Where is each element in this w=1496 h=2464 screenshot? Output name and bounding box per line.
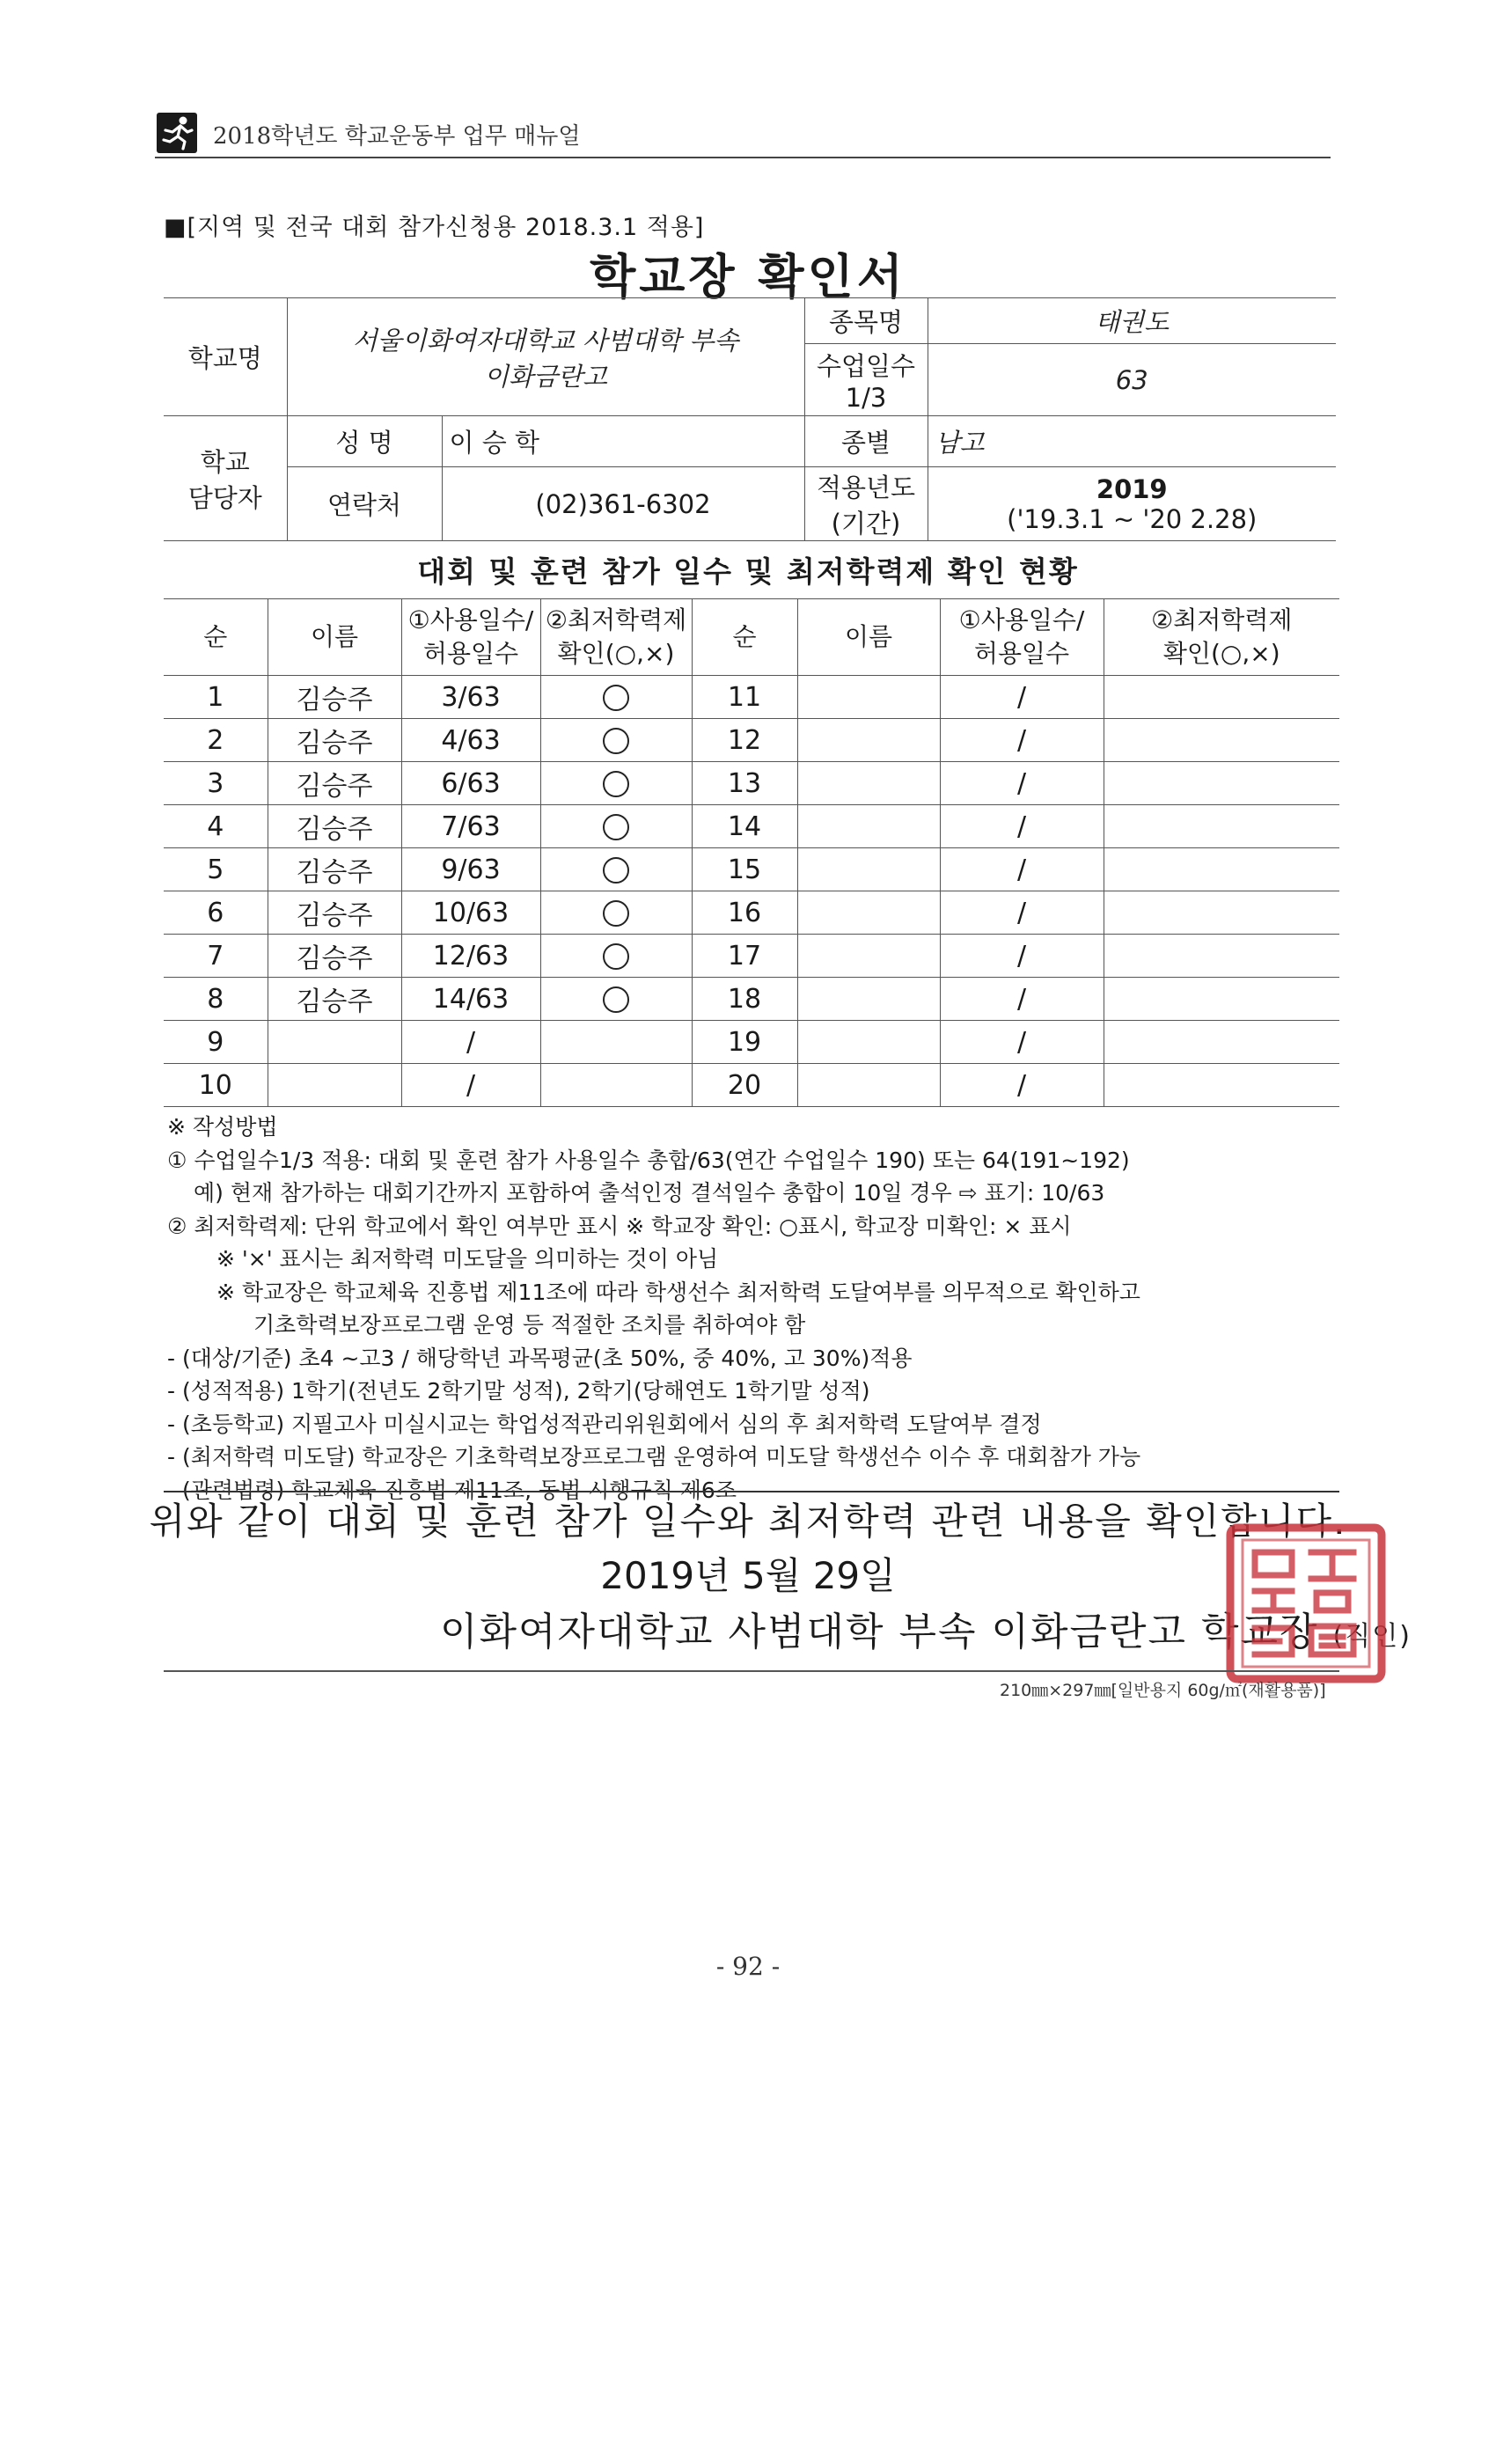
detail-5: - (관련법령) 학교체육 진흥법 제11조, 동법 시행규칙 제6조: [167, 1477, 737, 1503]
col-min-right: ②최저학력제 확인(○,×): [1104, 599, 1339, 676]
cell-no: 15: [692, 848, 797, 891]
cell-days: 9/63: [401, 848, 540, 891]
table-row: [164, 762, 1339, 805]
name-label: 성 명: [287, 416, 442, 467]
col-no-left: 순: [164, 599, 268, 676]
issue-date: 2019년 5월 29일: [600, 1554, 896, 1597]
table-row: [164, 1064, 1339, 1107]
name-value: 이 승 학: [442, 416, 804, 467]
signer-suffix: (직인): [1332, 1621, 1412, 1652]
cell-min: [540, 719, 692, 762]
cell-min: [540, 805, 692, 848]
cell-days: /: [940, 1064, 1104, 1107]
manual-title: 2018학년도 학교운동부 업무 매뉴얼: [213, 123, 581, 150]
info-table: [164, 297, 1336, 541]
cell-name: [797, 805, 940, 848]
cell-name: 김승주: [268, 805, 401, 848]
staff-label: 학교 담당자: [164, 416, 287, 541]
cell-min: [1104, 978, 1339, 1021]
cell-days: /: [940, 978, 1104, 1021]
cell-name: 김승주: [268, 676, 401, 719]
col-no-right: 순: [692, 599, 797, 676]
cell-name: [797, 676, 940, 719]
cell-no: 12: [692, 719, 797, 762]
cell-no: 20: [692, 1064, 797, 1107]
table-row: [164, 719, 1339, 762]
cell-days: 14/63: [401, 978, 540, 1021]
cell-min: [540, 676, 692, 719]
cell-name: [797, 1021, 940, 1064]
check-circle-mark: [603, 771, 629, 797]
table-body: [164, 676, 1339, 1107]
check-circle-mark: [603, 814, 629, 840]
note-1-example: 예) 현재 참가하는 대회기간까지 포함하여 출석인정 결석일수 총합이 10일 경우 ⇨ 표기: 10/63: [194, 1180, 1105, 1206]
cell-min: [1104, 1064, 1339, 1107]
cell-no: 1: [164, 676, 268, 719]
cell-no: 7: [164, 935, 268, 978]
cell-min: [1104, 762, 1339, 805]
cell-min: [1104, 676, 1339, 719]
cell-min: [540, 1064, 692, 1107]
col-name-right: 이름: [797, 599, 940, 676]
cell-days: /: [401, 1021, 540, 1064]
table-row: [164, 805, 1339, 848]
cell-days: /: [940, 676, 1104, 719]
check-circle-mark: [603, 943, 629, 970]
table-row: [164, 676, 1339, 719]
document-title: 학교장 확인서: [590, 249, 906, 304]
cell-name: 김승주: [268, 935, 401, 978]
event-value: 태권도: [928, 298, 1336, 344]
cell-days: /: [940, 805, 1104, 848]
cell-name: [797, 978, 940, 1021]
cell-days: /: [940, 719, 1104, 762]
col-name-left: 이름: [268, 599, 401, 676]
cell-name: 김승주: [268, 762, 401, 805]
table-row: [164, 935, 1339, 978]
cell-no: 18: [692, 978, 797, 1021]
cell-name: 김승주: [268, 978, 401, 1021]
class-days-value: 63: [928, 344, 1336, 416]
participation-table: [164, 598, 1339, 1107]
signer-name: 이화여자대학교 사범대학 부속 이화금란고 학교장: [440, 1610, 1319, 1654]
event-label: 종목명: [804, 298, 928, 344]
cell-no: 19: [692, 1021, 797, 1064]
cell-days: 10/63: [401, 891, 540, 935]
cell-min: [1104, 1021, 1339, 1064]
col-min-left: ②최저학력제 확인(○,×): [540, 599, 692, 676]
table-header-row: [164, 599, 1339, 676]
cell-min: [1104, 935, 1339, 978]
note-1: ① 수업일수1/3 적용: 대회 및 훈련 참가 사용일수 총합/63(연간 수업일수 190) 또는 64(191~192): [167, 1147, 1130, 1173]
col-days-right: ①사용일수/ 허용일수: [940, 599, 1104, 676]
footer-rule: [164, 1670, 1339, 1672]
cell-name: 김승주: [268, 848, 401, 891]
cell-days: /: [401, 1064, 540, 1107]
cell-days: /: [940, 762, 1104, 805]
page-number: - 92 -: [715, 1952, 781, 1981]
cell-name: [797, 935, 940, 978]
category-label: 종별: [804, 416, 928, 467]
paper-spec: 210㎜×297㎜[일반용지 60g/㎡(재활용품)]: [1000, 1681, 1326, 1700]
cell-days: 6/63: [401, 762, 540, 805]
cell-no: 13: [692, 762, 797, 805]
col-days-left: ①사용일수/ 허용일수: [401, 599, 540, 676]
cell-days: /: [940, 935, 1104, 978]
cell-no: 9: [164, 1021, 268, 1064]
class-days-label: 수업일수 1/3: [804, 344, 928, 416]
note-2c: 기초학력보장프로그램 운영 등 적절한 조치를 취하여야 함: [253, 1312, 806, 1338]
cell-no: 17: [692, 935, 797, 978]
cell-min: [540, 1021, 692, 1064]
cell-days: /: [940, 891, 1104, 935]
cell-name: [268, 1064, 401, 1107]
cell-no: 11: [692, 676, 797, 719]
cell-no: 10: [164, 1064, 268, 1107]
notes-heading: ※ 작성방법: [167, 1114, 278, 1140]
check-circle-mark: [603, 685, 629, 711]
cell-no: 3: [164, 762, 268, 805]
note-2: ② 최저학력제: 단위 학교에서 확인 여부만 표시 ※ 학교장 확인: ○표시, 학교장 미확인: × 표시: [167, 1213, 1072, 1239]
cell-min: [1104, 848, 1339, 891]
school-name: 서울이화여자대학교 사범대학 부속 이화금란고: [287, 298, 804, 416]
cell-min: [1104, 719, 1339, 762]
check-circle-mark: [603, 900, 629, 927]
cell-min: [540, 978, 692, 1021]
check-circle-mark: [603, 857, 629, 884]
table-row: [164, 848, 1339, 891]
detail-1: - (대상/기준) 초4 ~고3 / 해당학년 과목평균(초 50%, 중 40%, 고 30%)적용: [167, 1345, 913, 1371]
cell-min: [1104, 805, 1339, 848]
cell-no: 14: [692, 805, 797, 848]
check-circle-mark: [603, 986, 629, 1013]
cell-min: [540, 848, 692, 891]
cell-name: [797, 891, 940, 935]
check-circle-mark: [603, 728, 629, 754]
cell-name: [268, 1021, 401, 1064]
cell-name: [797, 762, 940, 805]
cell-min: [1104, 891, 1339, 935]
runner-icon: [157, 113, 197, 153]
table-row: [164, 978, 1339, 1021]
cell-days: /: [940, 848, 1104, 891]
cell-name: [797, 848, 940, 891]
header-rule: [155, 157, 1331, 158]
cell-name: [797, 1064, 940, 1107]
school-label: 학교명: [164, 298, 287, 416]
cell-name: 김승주: [268, 891, 401, 935]
cell-days: 4/63: [401, 719, 540, 762]
confirmation-statement: 위와 같이 대회 및 훈련 참가 일수와 최저학력 관련 내용을 확인합니다.: [149, 1500, 1347, 1543]
cell-min: [540, 762, 692, 805]
detail-2: - (성적적용) 1학기(전년도 2학기말 성적), 2학기(당해연도 1학기말 성적): [167, 1378, 870, 1404]
cell-min: [540, 891, 692, 935]
cell-min: [540, 935, 692, 978]
form-subject: ■[지역 및 전국 대회 참가신청용 2018.3.1 적용]: [164, 214, 705, 241]
year-value: 2019 ('19.3.1 ~ '20 2.28): [928, 467, 1336, 541]
cell-days: /: [940, 1021, 1104, 1064]
detail-3: - (초등학교) 지필고사 미실시교는 학업성적관리위원회에서 심의 후 최저학력 도달여부 결정: [167, 1411, 1042, 1437]
cell-no: 6: [164, 891, 268, 935]
cell-no: 5: [164, 848, 268, 891]
note-2a: ※ '×' 표시는 최저학력 미도달을 의미하는 것이 아님: [216, 1246, 719, 1272]
cell-days: 12/63: [401, 935, 540, 978]
cell-no: 4: [164, 805, 268, 848]
cell-no: 8: [164, 978, 268, 1021]
cell-name: 김승주: [268, 719, 401, 762]
cell-days: 3/63: [401, 676, 540, 719]
cell-name: [797, 719, 940, 762]
section-title: 대회 및 훈련 참가 일수 및 최저학력제 확인 현황: [417, 554, 1079, 589]
table-row: [164, 891, 1339, 935]
cell-days: 7/63: [401, 805, 540, 848]
official-seal-stamp: [1225, 1522, 1387, 1684]
table-row: [164, 1021, 1339, 1064]
contact-value: (02)361-6302: [442, 467, 804, 541]
cell-no: 2: [164, 719, 268, 762]
cell-no: 16: [692, 891, 797, 935]
note-2b: ※ 학교장은 학교체육 진흥법 제11조에 따라 학생선수 최저학력 도달여부를 의무적으로 확인하고: [216, 1279, 1140, 1305]
detail-4: - (최저학력 미도달) 학교장은 기초학력보장프로그램 운영하여 미도달 학생선수 이수 후 대회참가 가능: [167, 1444, 1141, 1470]
category-value: 남고: [928, 416, 1336, 467]
year-label: 적용년도 (기간): [804, 467, 928, 541]
contact-label: 연락처: [287, 467, 442, 541]
instructions: [167, 1111, 1346, 1507]
